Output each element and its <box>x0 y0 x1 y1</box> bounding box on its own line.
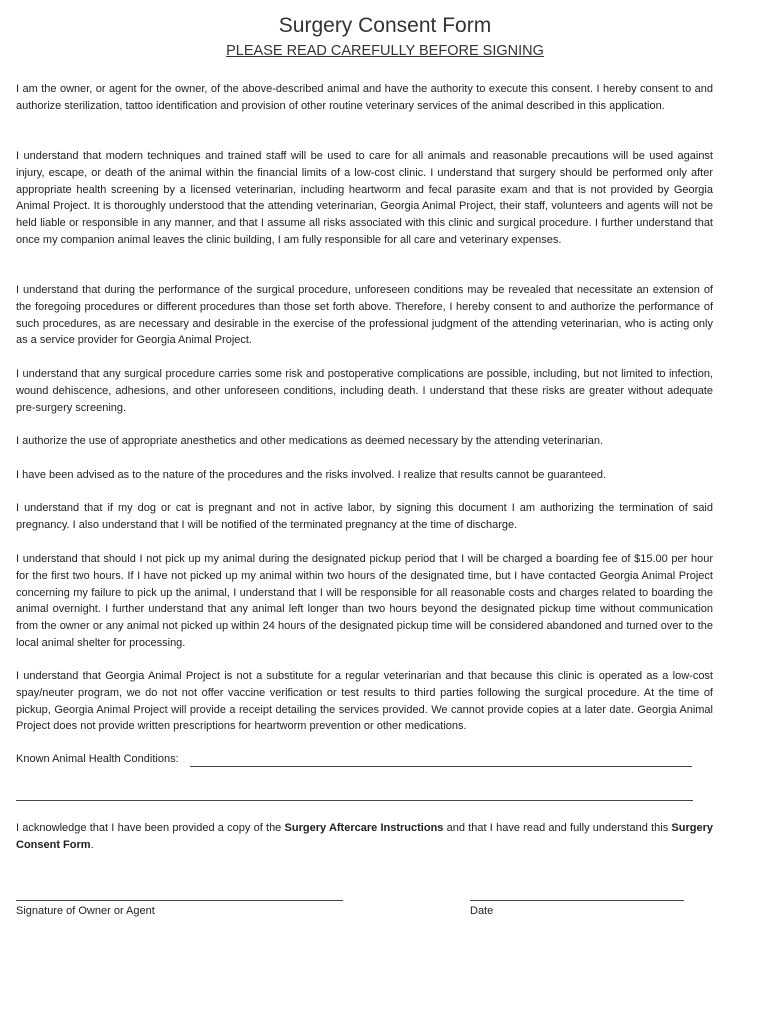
health-conditions-label: Known Animal Health Conditions: <box>16 753 179 765</box>
paragraph-consent: I am the owner, or agent for the owner, of the above-described animal and have the authority to execute this consent. I hereby consent to and authorize sterilization, tattoo identification and provision of other routine veterinary services of the animal described in this application. <box>16 83 713 112</box>
paragraph-pregnancy: I understand that if my dog or cat is pregnant and not in active labor, by signing this document I am authorizing the termination of said pregnancy. I also understand that I will be notified of the terminated pregnancy at the time of discharge. <box>16 502 713 531</box>
paragraph-not-substitute: I understand that Georgia Animal Project is not a substitute for a regular veterinarian and that because this clinic is operated as a low-cost spay/neuter program, we do not not offer vaccine verification or test results to third parties following the surgical procedure. At the time of pickup, Georgia Animal Project will provide a receipt detailing the services provided. We cannot provide copies at a later date. Georgia Animal Project does not provide written prescriptions for heartworm prevention or other medications. <box>16 670 713 733</box>
paragraph-results: I have been advised as to the nature of the procedures and the risks involved. I realize that results cannot be guaranteed. <box>16 469 607 481</box>
date-label: Date <box>470 905 494 917</box>
signature-field[interactable] <box>16 900 343 901</box>
acknowledgement-paragraph: I acknowledge that I have been provided a copy of the Surgery Aftercare Instructions and that I have read and fully understand this Surgery Consent Form. <box>16 822 713 851</box>
paragraph-liability: I understand that modern techniques and trained staff will be used to care for all animals and reasonable precautions will be used against injury, escape, or death of the animal within the financial limits of a low-cost clinic. I understand that surgery should be performed only after appropriate health screening by a licensed veterinarian, including heartworm and fecal parasite exam and that is not provided by Georgia Animal Project. It is thoroughly understood that the attending veterinarian, Georgia Animal Project, their staff, volunteers and agents will not be held liable or responsible in any manner, and that I assume all risks associated with this clinic and surgical procedure. I further understand that once my companion animal leaves the clinic building, I am fully responsible for all care and veterinary expenses. <box>16 150 713 246</box>
health-conditions-field-line-2[interactable] <box>16 800 693 801</box>
page-subtitle: PLEASE READ CAREFULLY BEFORE SIGNING <box>226 43 544 59</box>
consent-form-bold: Surgery Consent Form <box>16 822 713 851</box>
paragraph-anesthetics: I authorize the use of appropriate anesthetics and other medications as deemed necessary by the attending veterinarian. <box>16 435 604 447</box>
page-title: Surgery Consent Form <box>278 14 492 37</box>
health-conditions-field[interactable] <box>190 766 692 767</box>
paragraph-pickup: I understand that should I not pick up my animal during the designated pickup period that I will be charged a boarding fee of $15.00 per hour for the first two hours. If I have not picked up my animal within two hours of the designated time, but I have contacted Georgia Animal Project concerning my failure to pick up the animal, I understand that I will be responsible for all reasonable costs and charges related to boarding the animal overnight. I further understand that any animal left longer than two hours beyond the designated pickup time without communication from the owner or any animal not picked up within 24 hours of the designated pickup time will be considered abandoned and turned over to the local animal shelter for processing. <box>16 553 713 649</box>
paragraph-unforeseen-conditions: I understand that during the performance of the surgical procedure, unforeseen conditions may be revealed that necessitate an extension of the foregoing procedures or different procedures than those set forth above. Therefore, I hereby consent to and authorize the performance of such procedures, as are necessary and desirable in the exercise of the professional judgment of the attending veterinarian, who is acting only as a service provider for Georgia Animal Project. <box>16 284 713 347</box>
signature-label: Signature of Owner or Agent <box>16 905 155 917</box>
aftercare-instructions-bold: Surgery Aftercare Instructions <box>284 822 444 834</box>
paragraph-risks: I understand that any surgical procedure carries some risk and postoperative complications are possible, including, but not limited to infection, wound dehiscence, adhesions, and other unforeseen conditions, including death. I understand that these risks are greater without adequate pre-surgery screening. <box>16 368 713 414</box>
date-field[interactable] <box>470 900 684 901</box>
